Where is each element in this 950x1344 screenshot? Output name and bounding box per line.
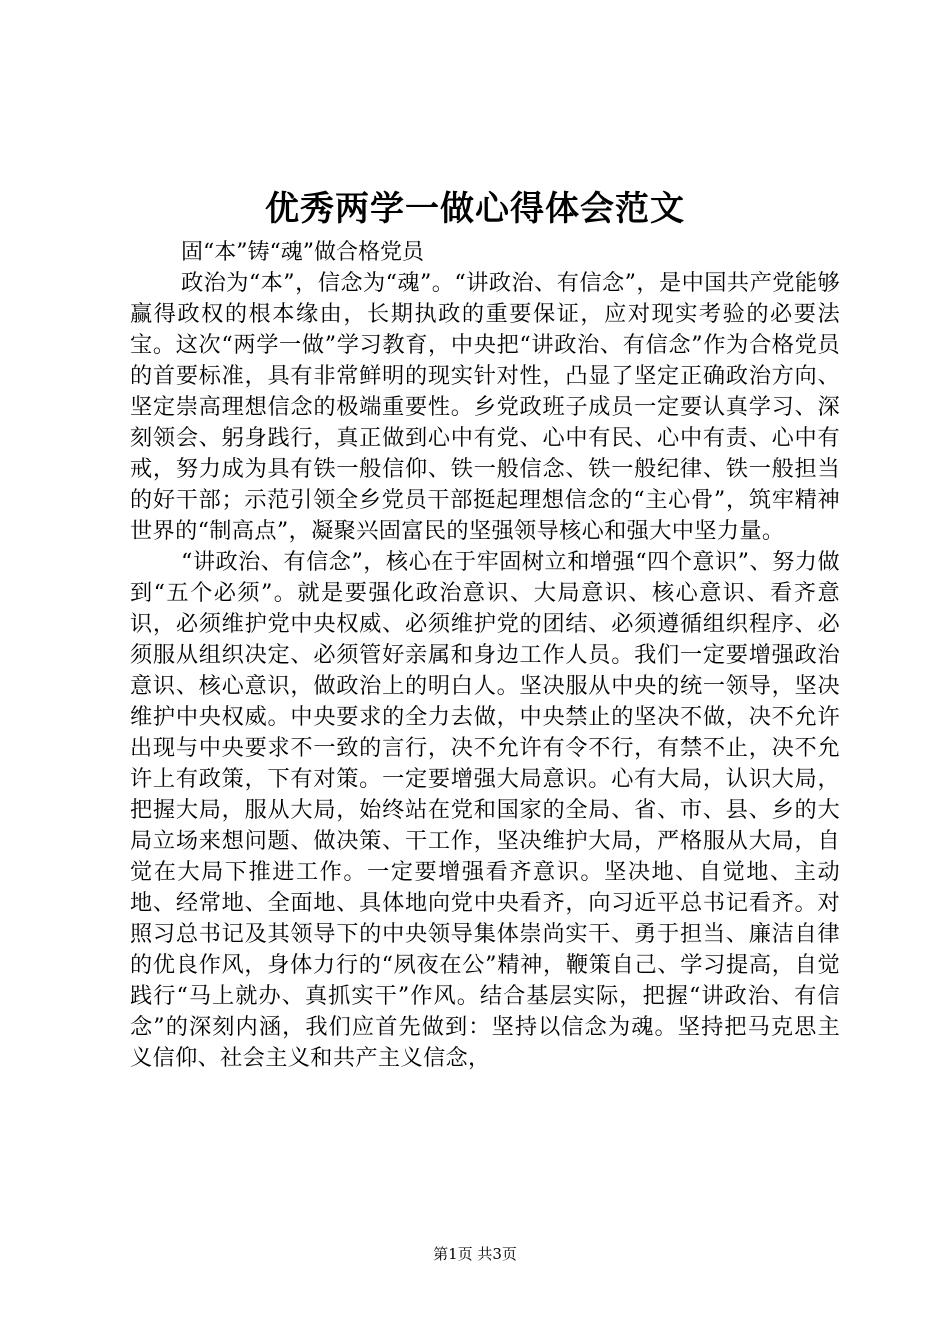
page-number-footer: 第1页 共3页	[433, 1245, 517, 1263]
document-body	[130, 268, 840, 1074]
document-subtitle: 固“本”铸“魂”做合格党员	[181, 240, 424, 265]
paragraph-2: “讲政治、有信念”，核心在于牢固树立和增强“四个意识”、努力做到“五个必须”。就是要强化政治意识、大局意识、核心意识、看齐意识，必须维护党中央权威、必须维护党的团结、必须遵循组织程序、必须服从组织决定、必须管好亲属和身边工作人员。我们一定要增强政治意识、核心意识，做政治上的明白人。坚决服从中央的统一领导，坚决维护中央权威。中央要求的全力去做，中央禁止的坚决不做，决不允许出现与中央要求不一致的言行，决不允许有令不行，有禁不止，决不允许上有政策，下有对策。一定要增强大局意识。心有大局，认识大局，把握大局，服从大局，始终站在党和国家的全局、省、市、县、乡的大局立场来想问题、做决策、干工作，坚决维护大局，严格服从大局，自觉在大局下推进工作。一定要增强看齐意识。坚决地、自觉地、主动地、经常地、全面地、具体地向党中央看齐，向习近平总书记看齐。对照习总书记及其领导下的中央领导集体崇尚实干、勇于担当、廉洁自律的优良作风，身体力行的“夙夜在公”精神，鞭策自己、学习提高，自觉践行“马上就办、真抓实干”作风。结合基层实际，把握“讲政治、有信念”的深刻内涵，我们应首先做到：坚持以信念为魂。坚持把马克思主义信仰、社会主义和共产主义信念，	[130, 549, 840, 1071]
paragraph-1: 政治为“本”，信念为“魂”。“讲政治、有信念”，是中国共产党能够赢得政权的根本缘由，长期执政的重要保证，应对现实考验的必要法宝。这次“两学一做”学习教育，中央把“讲政治、有信念”作为合格党员的首要标准，具有非常鲜明的现实针对性，凸显了坚定正确政治方向、坚定崇高理想信念的极端重要性。乡党政班子成员一定要认真学习、深刻领会、躬身践行，真正做到心中有党、心中有民、心中有责、心中有戒，努力成为具有铁一般信仰、铁一般信念、铁一般纪律、铁一般担当的好干部；示范引领全乡党员干部挺起理想信念的“主心骨”，筑牢精神世界的“制高点”，凝聚兴固富民的坚强领导核心和强大中坚力量。	[130, 270, 840, 544]
document-title: 优秀两学一做心得体会范文	[265, 189, 685, 229]
